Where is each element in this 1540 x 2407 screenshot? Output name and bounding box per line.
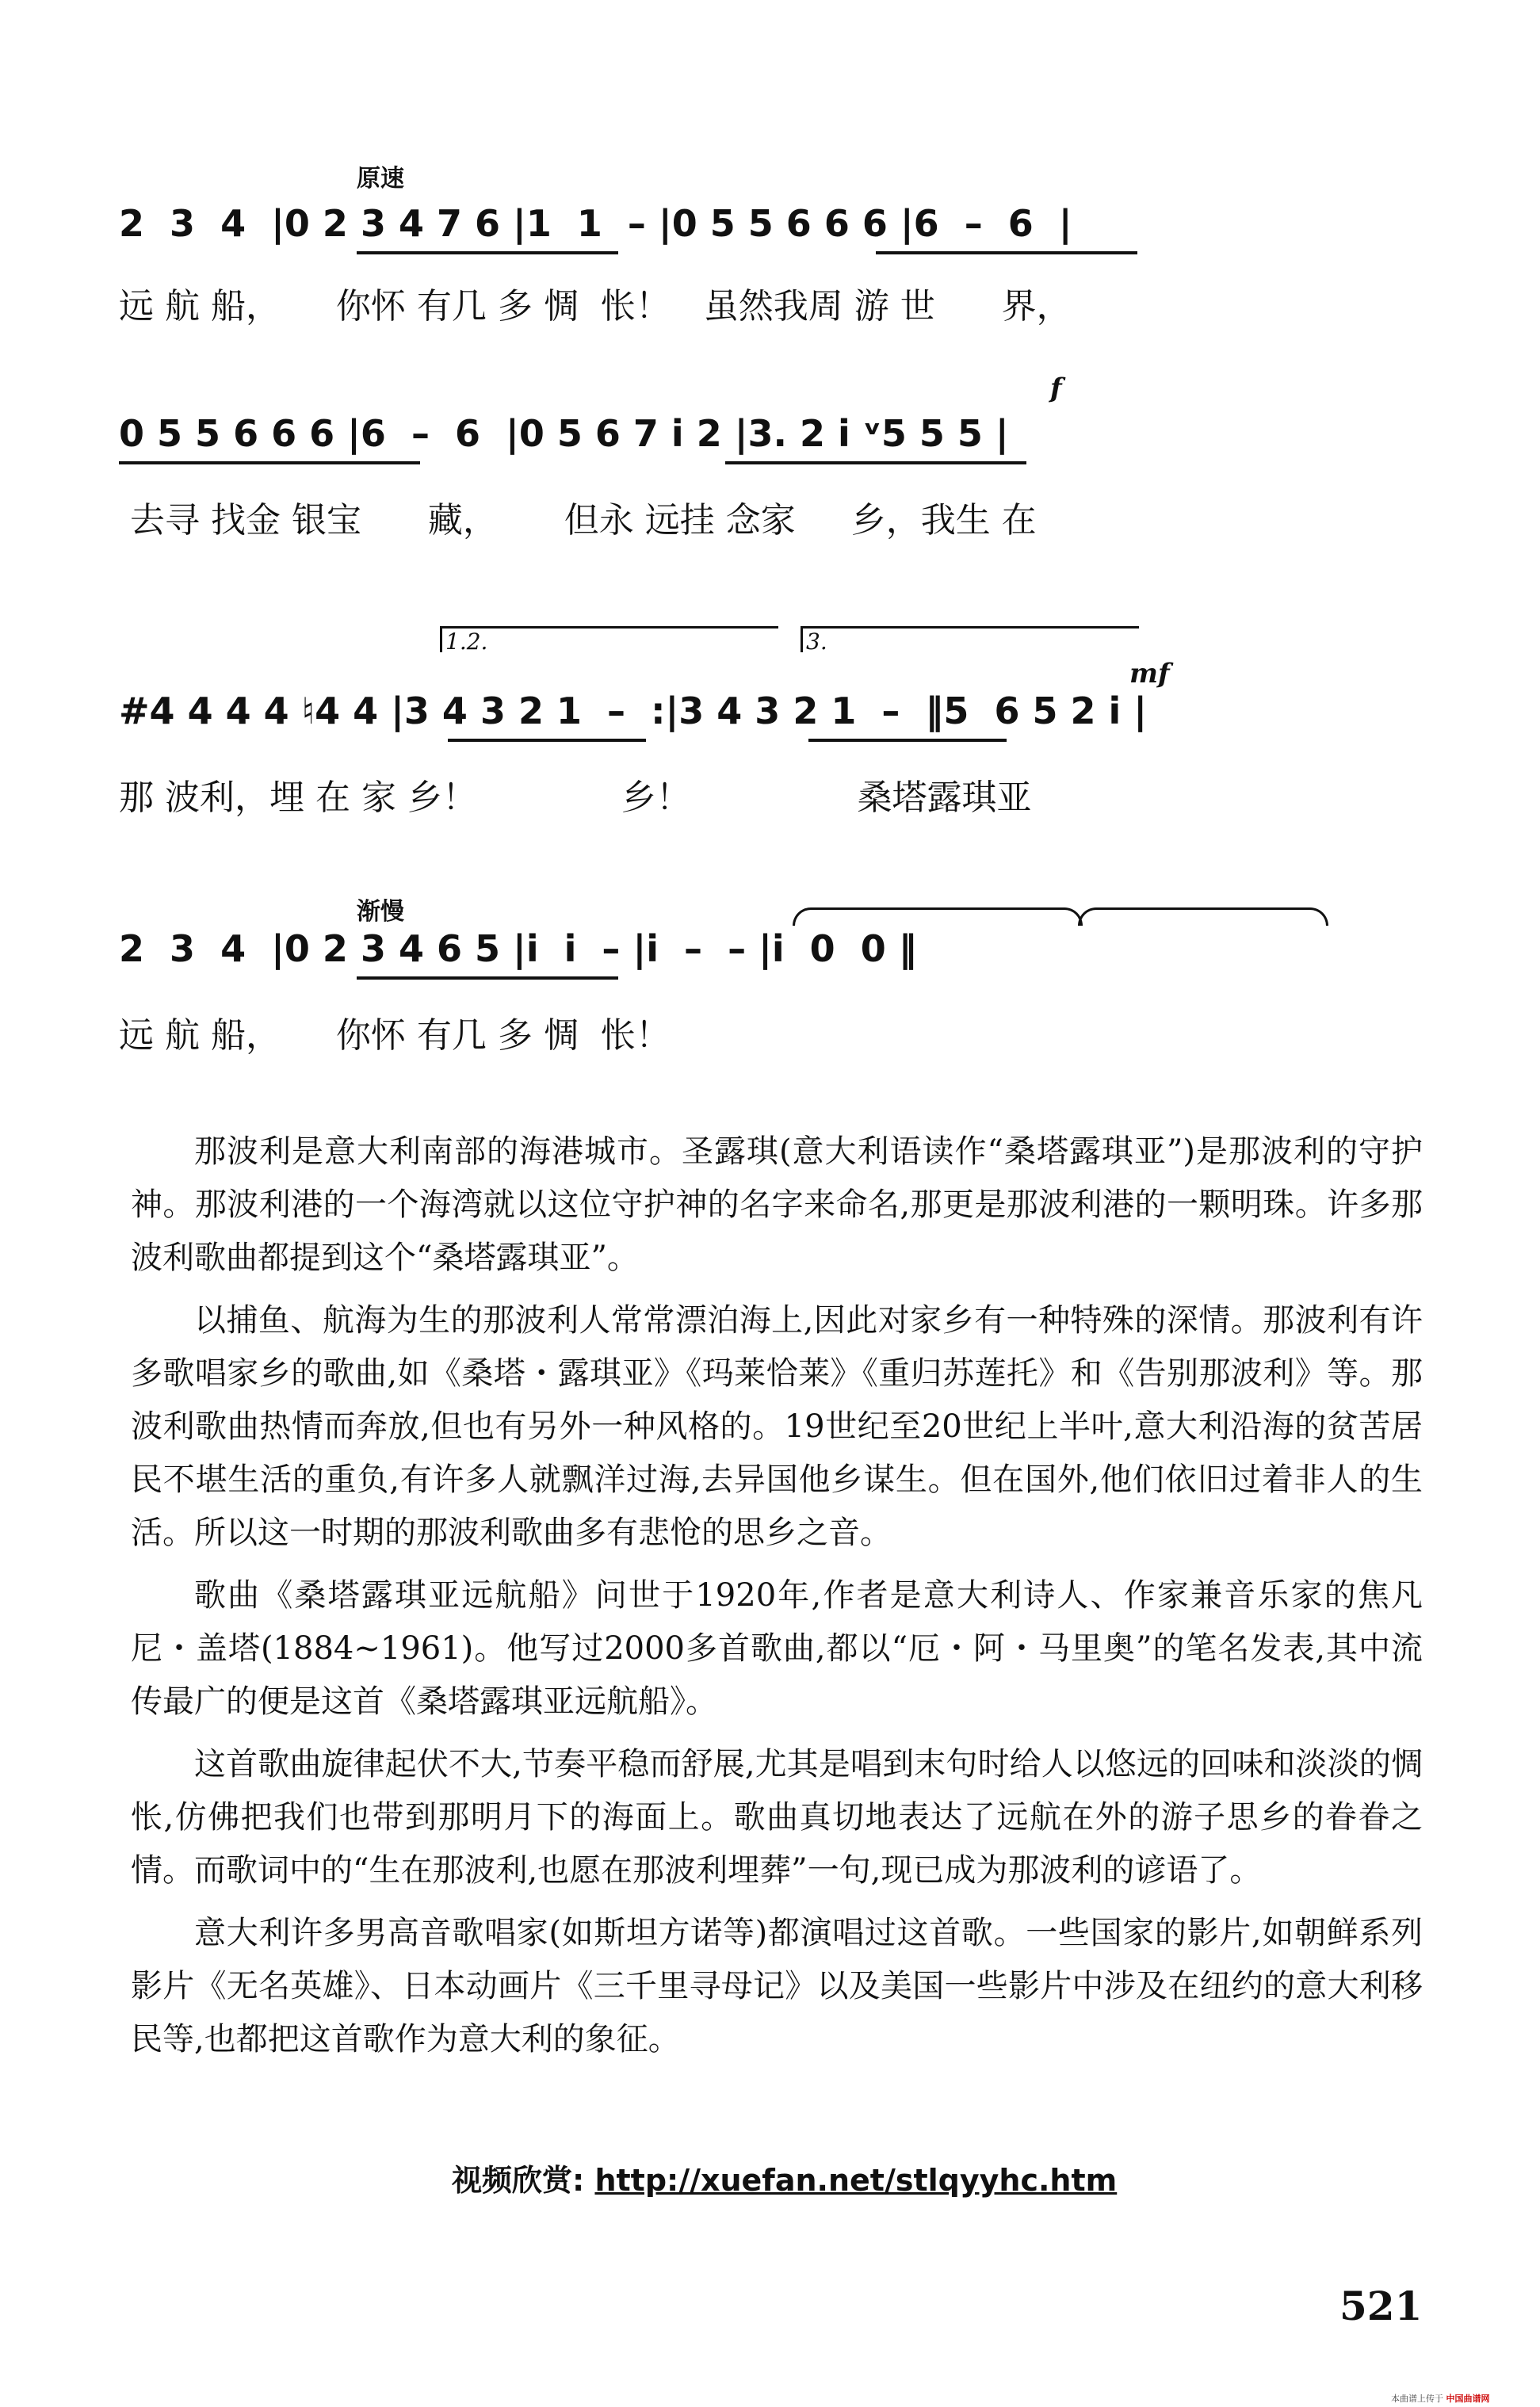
article-body	[131, 1125, 1423, 2076]
paragraph: 以捕鱼、航海为生的那波利人常常漂泊海上,因此对家乡有一种特殊的深情。那波利有许多歌唱家乡的歌曲,如《桑塔・露琪亚》《玛莱恰莱》《重归苏莲托》和《告别那波利》等。那波利歌曲热情而奔放,但也有另外一种风格的。19世纪至20世纪上半叶,意大利沿海的贫苦居民不堪生活的重负,有许多人就飘洋过海,去异国他乡谋生。但在国外,他们依旧过着非人的生活。所以这一时期的那波利歌曲多有悲怆的思乡之音。	[131, 1302, 1423, 1551]
tempo-marking: 原速	[357, 165, 404, 193]
paragraph: 那波利是意大利南部的海港城市。圣露琪(意大利语读作“桑塔露琪亚”)是那波利的守护神。那波利港的一个海湾就以这位守护神的名字来命名,那更是那波利港的一颗明珠。许多那波利歌曲都提到这个“桑塔露琪亚”。	[131, 1133, 1423, 1276]
lyrics-line: 远 航 船， 你怀 有几 多 惆 怅！	[119, 1015, 671, 1056]
footer-brand: 中国曲谱网	[1446, 2394, 1490, 2404]
paragraph: 歌曲《桑塔露琪亚远航船》问世于1920年,作者是意大利诗人、作家兼音乐家的焦凡尼・盖塔(1884~1961)。他写过2000多首歌曲,都以“厄・阿・马里奥”的笔名发表,其中流传最广的便是这首《桑塔露琪亚远航船》。	[131, 1577, 1423, 1720]
volta-bracket-3: 3.	[801, 626, 1139, 652]
paragraph: 意大利许多男高音歌唱家(如斯坦方诺等)都演唱过这首歌。一些国家的影片,如朝鲜系列影片《无名英雄》、日本动画片《三千里寻母记》以及美国一些影片中涉及在纽约的意大利移民等,也都把这首歌作为意大利的象征。	[131, 1915, 1423, 2057]
beam	[808, 739, 1007, 742]
page-number: 521	[1339, 2283, 1423, 2329]
notes-line: 2 3 4 |0 2 3 4 7 6 |1 1 – |0 5 5 6 6 6 |6 – 6 |	[119, 202, 1072, 245]
video-label: 视频欣赏:	[452, 2163, 585, 2198]
tie-arc	[793, 907, 1083, 926]
lyrics-line: 去寻 找金 银宝 藏， 但永 远挂 念家 乡，我生 在	[119, 500, 1037, 541]
video-link-line	[452, 2156, 1117, 2199]
dynamic-marking: mf	[1129, 658, 1170, 690]
lyrics-line: 那 波利，埋 在 家 乡！ 乡！ 桑塔露琪亚	[119, 777, 1032, 818]
beam	[357, 976, 618, 980]
tempo-marking: 渐慢	[357, 898, 404, 926]
notes-line: 2 3 4 |0 2 3 4 6 5 |i i – |i – – |i 0 0 ‖	[119, 927, 917, 970]
notes-line: 0 5 5 6 6 6 |6 – 6 |0 5 6 7 i 2 |3. 2 i ᵛ5 5 5 |	[119, 412, 1009, 455]
footer-watermark	[1391, 2392, 1490, 2405]
beam	[357, 251, 618, 254]
volta-bracket-1-2: 1.2.	[440, 626, 778, 652]
beam	[725, 461, 1026, 464]
paragraph: 这首歌曲旋律起伏不大,节奏平稳而舒展,尤其是唱到末句时给人以悠远的回味和淡淡的惆怅,仿佛把我们也带到那明月下的海面上。歌曲真切地表达了远航在外的游子思乡的眷眷之情。而歌词中的“生在那波利,也愿在那波利埋葬”一句,现已成为那波利的谚语了。	[131, 1746, 1423, 1889]
tie-arc	[1078, 907, 1328, 926]
notes-line: #4 4 4 4 ♮4 4 |3 4 3 2 1 – :|3 4 3 2 1 – ‖5 6 5 2 i |	[119, 690, 1148, 732]
beam	[119, 461, 420, 464]
beam	[448, 739, 646, 742]
beam	[876, 251, 1137, 254]
footer-text: 本曲谱上传于	[1391, 2394, 1443, 2404]
video-link[interactable]: http://xuefan.net/stlqyyhc.htm	[594, 2163, 1118, 2198]
lyrics-line: 远 航 船， 你怀 有几 多 惆 怅！ 虽然我周 游 世 界，	[119, 286, 1072, 327]
dynamic-marking: f	[1050, 373, 1062, 404]
